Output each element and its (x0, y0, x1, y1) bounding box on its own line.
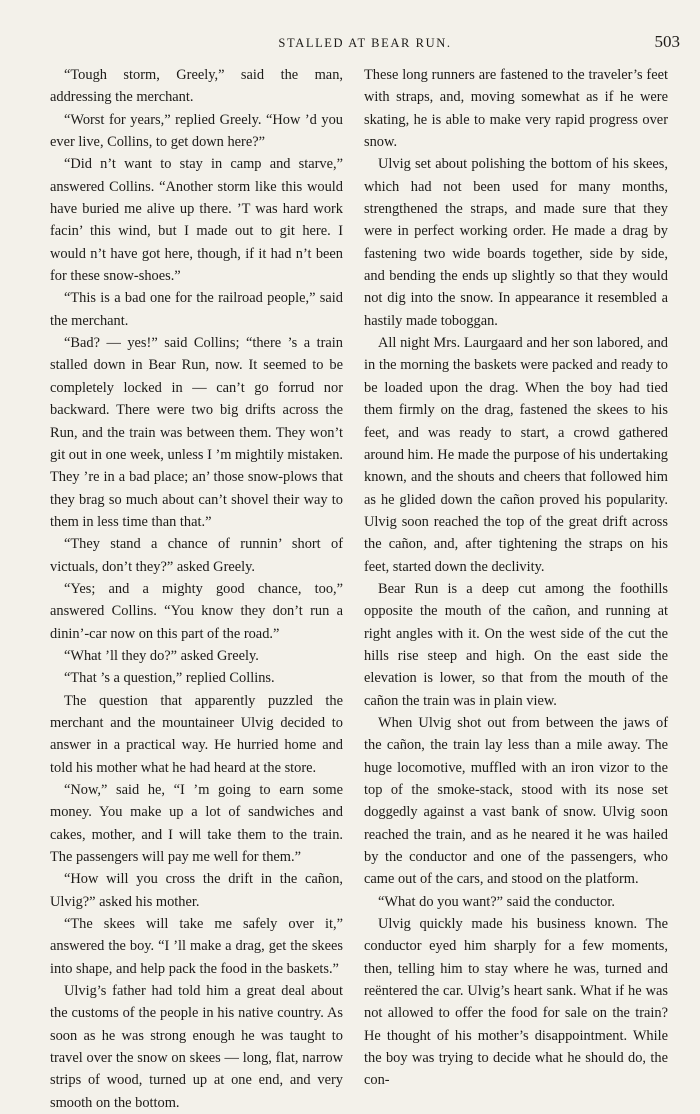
paragraph: “What do you want?” said the conductor. (378, 893, 615, 910)
paragraph: “Bad? — yes!” said Collins; “there ’s a train stalled down in Bear Run, now. It seemed to be completely locked in — can’t go forrud nor backward. There were two big drifts across the Run, and the train was between them. They won’t git out in one week, unless I ’m mightily mistaken. They ’re in a bad place; an’ those snow-plows that they brag so much about can’t shovel their way to them in less time than that.” (50, 335, 343, 530)
paragraph: “Worst for years,” replied Greely. “How ’d you ever live, Collins, to get down here?” (50, 111, 343, 151)
running-title: STALLED AT BEAR RUN. (278, 36, 452, 50)
paragraph: “What ’ll they do?” asked Greely. (64, 647, 259, 664)
right-column (364, 64, 668, 1092)
paragraph: “That ’s a question,” replied Collins. (64, 670, 275, 687)
paragraph: “Now,” said he, “I ’m going to earn some money. You make up a lot of sandwiches and cakes, mother, and I will take them to the train. The passengers will pay me well for them.” (50, 782, 343, 866)
paragraph: “How will you cross the drift in the cañon, Ulvig?” asked his mother. (50, 871, 343, 910)
paragraph: Ulvig quickly made his business known. The conductor eyed him sharply for a few moments, then, telling him to stay where he was, turned and reëntered the car. Ulvig’s heart sank. What if he was not allowed to offer the food for sale on the train? He thought of his mother’s disappointment. While the boy was trying to decide what he should do, the con- (364, 916, 668, 1089)
paragraph: When Ulvig shot out from between the jaws of the cañon, the train lay less than a mile away. The huge locomotive, muffled with an iron vizor to the top of the smoke-stack, stood with its nose set doggedly against a vast bank of snow. Ulvig soon reached the train, and as he neared it he was hailed by the conductor and one of the passengers, who came out of the cars, and stood on the platform. (364, 714, 668, 888)
paragraph: “Tough storm, Greely,” said the man, addressing the merchant. (50, 67, 343, 106)
paragraph: “Did n’t want to stay in camp and starve,” answered Collins. “Another storm like this would have buried me alive up there. ’T was hard work facin’ this wind, but I made out to git here. I would n’t have got here, though, if it had n’t been for these snow-shoes.” (50, 156, 343, 285)
paragraph: Ulvig set about polishing the bottom of his skees, which had not been used for many months, strengthened the straps, and made sure that they were in perfect working order. He made a drag by fastening two wide boards together, side by side, and bending the ends up slightly so that they would not dig into the snow. In appearance it resembled a hastily made toboggan. (364, 156, 668, 329)
paragraph: These long runners are fastened to the traveler’s feet with straps, and, moving somewhat as if he were skating, he is able to make very rapid progress over snow. (364, 67, 668, 151)
paragraph: Bear Run is a deep cut among the foothills opposite the mouth of the cañon, and running at right angles with it. On the west side of the cut the hills rise steep and high. On the east side the elevation is lower, so that from the mouth of the cañon the train was in plain view. (364, 580, 668, 709)
paragraph: All night Mrs. Laurgaard and her son labored, and in the morning the baskets were packed and ready to be loaded upon the drag. When the boy had tied them firmly on the drag, fastened the skees to his feet, and was ready to start, a crowd gathered around him. He made the purpose of his undertaking known, and the shouts and cheers that followed him as he glided down the cañon proved his popularity. Ulvig soon reached the top of the great drift across the cañon, and, after tightening the straps on his feet, started down the declivity. (364, 335, 668, 575)
paragraph: “They stand a chance of runnin’ short of victuals, don’t they?” asked Greely. (50, 536, 343, 575)
paragraph: “This is a bad one for the railroad people,” said the merchant. (50, 290, 343, 329)
paragraph: “The skees will take me safely over it,” answered the boy. “I ’ll make a drag, get the skees into shape, and help pack the food in the baskets.” (50, 916, 343, 977)
page-number: 503 (654, 32, 680, 51)
paragraph: The question that apparently puzzled the merchant and the mountaineer Ulvig decided to answer in a practical way. He hurried home and told his mother what he had heard at the store. (50, 692, 343, 776)
page-header (50, 32, 680, 54)
paragraph: “Yes; and a mighty good chance, too,” answered Collins. “You know they don’t run a dinin’-car now on this part of the road.” (50, 580, 343, 642)
paragraph: Ulvig’s father had told him a great deal about the customs of the people in his native country. As soon as he was strong enough he was taught to travel over the snow on skees — long, flat, narrow strips of wood, turned up at one end, and very smooth on the bottom. (50, 983, 343, 1111)
left-column (50, 64, 343, 1114)
